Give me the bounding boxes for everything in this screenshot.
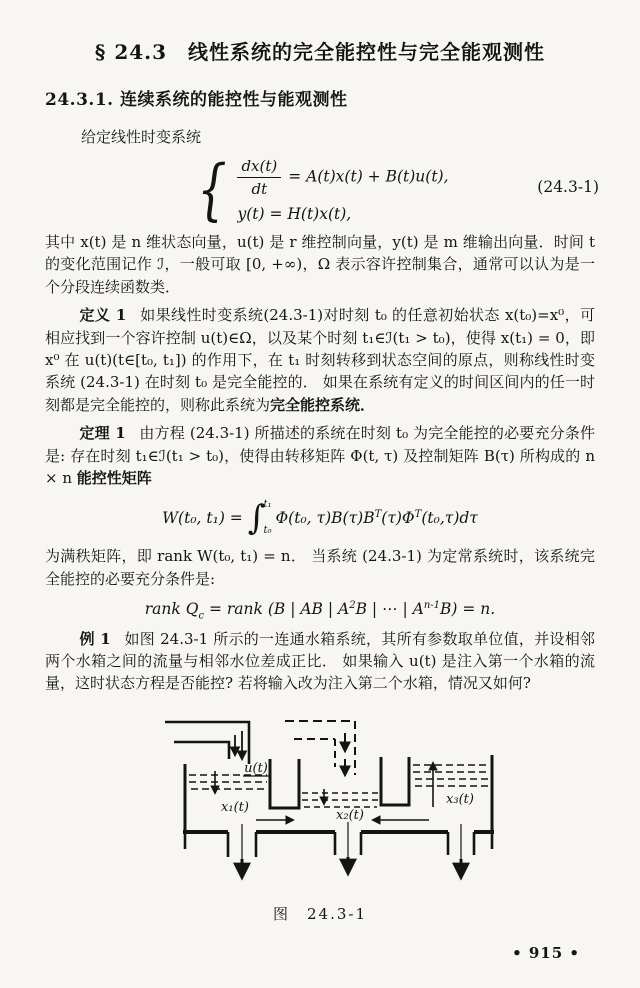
tank3-label: x₃(t) [446,791,474,807]
rank-sup-n-1: n-1 [423,600,441,612]
separator-wall-1 [270,759,299,808]
definition-1-label: 定义 1 [79,306,127,325]
state-equation-rhs: = A(t)x(t) + B(t)u(t), [288,167,449,186]
rank-seg-3: B | ⋯ | A [355,600,424,619]
lead-sentence: 给定线性时变系统 [81,128,202,146]
definition-1-bold-term: 完全能控系统． [270,395,376,414]
fraction-numerator: dx(t) [237,157,281,178]
subsection-title: 24.3.1. 连续系统的能控性与能观测性 [45,90,348,110]
tank2-label: x₂(t) [336,807,364,823]
water-tank-figure [157,709,517,895]
gramian-integrand-2: (τ)Φ [381,509,415,528]
figure-caption: 图 24.3-1 [272,904,367,923]
system-brace: { [197,150,228,228]
drain-pipe-walls [185,832,492,857]
state-equation [237,157,448,198]
example-1-label: 例 1 [79,629,111,648]
theorem-1-bold-term: 能控性矩阵 [76,469,152,488]
rank-formula [45,600,595,621]
gramian-integrand-3: (t₀,τ)dτ [421,509,478,528]
page-number: • 915 • [512,944,580,962]
gramian-lhs: W(t₀, t₁) = [162,509,248,528]
rank-seg-2: = rank (B | AB | A [204,600,350,619]
tank1-water-level [189,775,267,789]
equation-system [191,150,449,228]
fraction-denominator: dt [251,180,268,198]
paragraph-system-description: 其中 x(t) 是 n 维状态向量，u(t) 是 r 维控制向量，y(t) 是 m 维输出向量．时间 t 的变化范围记作 ℐ，一般可取 [0, +∞)，Ω 表示容许控制集合，通常可以认为是一个分段连续函数类． [45,233,595,296]
equation-24-3-1 [45,150,599,228]
transpose-sup-1: T [374,509,382,521]
tank1-label: x₁(t) [221,799,249,815]
controllability-gramian-formula [45,499,595,539]
rank-sup-2: 2 [349,600,356,612]
equation-lines [237,157,448,223]
input-flow-label: u(t) [244,760,268,776]
gramian-integrand-1: Φ(t₀, τ)B(τ)B [275,509,375,528]
example-1-text: 如图 24.3-1 所示的一连通水箱系统，其所有参数取单位值，并设相邻两个水箱之间的流量与相邻水位差成正比． 如果输入 u(t) 是注入第一个水箱的流量，这时状态方程是否能控? 若将输入改为注入第二个水箱，情况又如何? [45,629,595,693]
rank-seg-1: rank Q [144,600,199,619]
separator-wall-2 [381,757,409,805]
paragraph-definition-1 [45,304,595,416]
tank3-water-level [413,765,490,786]
theorem-1-text: 由方程 (24.3-1) 所描述的系统在时刻 t₀ 为完全能控的必要充分条件是: 存在时刻 t₁∈ℐ(t₁ > t₀)，使得由转移矩阵 Φ(t, τ) 及控制矩阵 B(τ) 所构成的 n × n [45,424,595,488]
equation-number: (24.3-1) [537,178,599,197]
integral-sign: ∫ [247,498,266,539]
inlet-pipe-solid [165,722,249,764]
definition-1-text: 如果线性时变系统(24.3-1)对时刻 t₀ 的任意初始状态 x(t₀)=x⁰，可相应找到一个容许控制 u(t)∈Ω，以及某个时刻 t₁∈ℐ(t₁ > t₀)，使得 x(t₁) = 0，即 x⁰ 在 u(t)(t∈[t₀, t₁]) 的作用下，在 t₁ 时刻转移到状态空间的原点，则称线性时变系统 (24.3-1) 在时刻 t₀ 是完全能控的． 如果在系统有定义的时间区间内的任一时刻都是完全能控的，则称此系统为 [45,306,595,414]
tank2-water-level [302,793,379,807]
derivative-fraction [237,157,281,198]
transpose-sup-2: T [414,509,422,521]
rank-seg-4: B) = n. [440,600,496,619]
rank-sub-c: c [198,610,205,622]
integral-upper-limit: t₁ [263,499,272,511]
integral-lower-limit: t₀ [263,525,272,537]
section-title: § 24.3 线性系统的完全能控性与完全能观测性 [94,40,546,64]
theorem-1-label: 定理 1 [79,424,126,443]
paragraph-theorem-1 [45,422,595,489]
paragraph-example-1 [45,628,595,695]
paragraph-rank-condition: 为满秩矩阵，即 rank W(t₀, t₁) = n． 当系统 (24.3-1) 为定常系统时，该系统完全能控的必要充分条件是: [45,547,595,588]
output-equation: y(t) = H(t)x(t), [237,205,352,223]
figure-24-3-1 [45,709,595,924]
inlet-pipe-dashed [285,721,355,775]
